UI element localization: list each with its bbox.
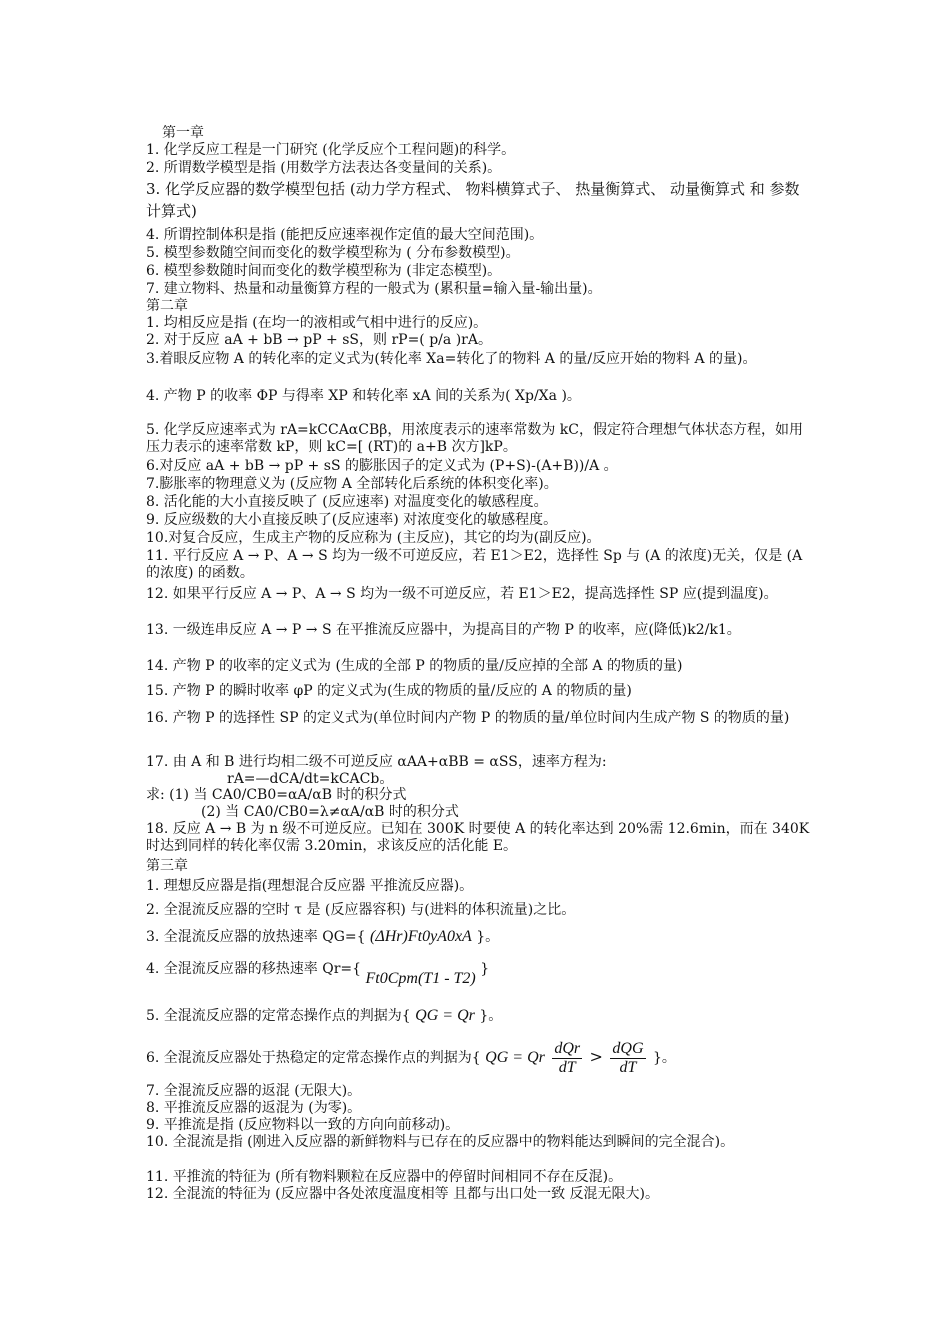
greater-than-sign: > [589, 1047, 603, 1066]
ch2-item-17: 17. 由 A 和 B 进行均相二级不可逆反应 αAA+αBB = αSS，速率方程为: [146, 754, 607, 770]
ch3-item-1: 1. 理想反应器是指(理想混合反应器 平推流反应器)。 [146, 878, 474, 894]
ch3-item-6-text: 6. 全混流反应器处于热稳定的定常态操作点的判据为{ [146, 1050, 481, 1066]
ch1-item-5: 5. 模型参数随空间而变化的数学模型称为 ( 分布参数模型)。 [146, 245, 520, 261]
ch2-item-17-q1: 求: (1) 当 CA0/CB0=αA/αB 时的积分式 [146, 787, 407, 803]
dqr-numerator: dQr [554, 1039, 581, 1057]
ch2-item-14: 14. 产物 P 的收率的定义式为 (生成的全部 P 的物质的量/反应掉的全部 A 的物质的量) [146, 658, 683, 674]
chapter-1-title: 第一章 [162, 125, 204, 141]
ch2-item-9: 9. 反应级数的大小直接反映了(反应速率) 对浓度变化的敏感程度。 [146, 512, 558, 528]
ch2-item-1: 1. 均相反应是指 (在均一的液相或气相中进行的反应)。 [146, 315, 488, 331]
ch2-item-4: 4. 产物 P 的收率 ΦP 与得率 XP 和转化率 xA 间的关系为( Xp/Xa )。 [146, 388, 581, 404]
ch2-item-11: 11. 平行反应 A → P、A → S 均为一级不可逆反应，若 E1＞E2，选择性 Sp 与 (A 的浓度)无关，仅是 (A 的浓度) 的函数。 [146, 548, 803, 581]
chapter-2-title: 第二章 [146, 298, 188, 314]
ch2-item-17-rate: rA=—dCA/dt=kCACb。 [227, 771, 394, 787]
ch3-item-4-text: 4. 全混流反应器的移热速率 Qr={ [146, 961, 362, 977]
ch1-item-4: 4. 所谓控制体积是指 (能把反应速率视作定值的最大空间范围)。 [146, 227, 544, 243]
ch3-item-5-text: 5. 全混流反应器的定常态操作点的判据为{ [146, 1008, 411, 1024]
ch3-item-5 [146, 1008, 816, 1024]
ch1-item-1: 1. 化学反应工程是一门研究 (化学反应个工程问题)的科学。 [146, 142, 516, 158]
ch3-item-12: 12. 全混流的特征为 (反应器中各处浓度温度相等 且都与出口处一致 反混无限大)。 [146, 1186, 659, 1202]
ch3-item-4 [146, 961, 816, 991]
ch2-item-5: 5. 化学反应速率式为 rA=kCCAαCBβ，用浓度表示的速率常数为 kC，假定符合理想气体状态方程，如用压力表示的速率常数 kP，则 kC=[ (RT)的 a+B 次方]kP。 [146, 422, 803, 455]
ch3-item-9: 9. 平推流是指 (反应物料以一致的方向向前移动)。 [146, 1117, 460, 1133]
ch2-item-7: 7.膨胀率的物理意义为 (反应物 A 全部转化后系统的体积变化率)。 [146, 476, 558, 492]
ch2-item-3: 3.着眼反应物 A 的转化率的定义式为(转化率 Xa=转化了的物料 A 的量/反应开始的物料 A 的量)。 [146, 351, 757, 367]
ch2-item-15: 15. 产物 P 的瞬时收率 φP 的定义式为(生成的物质的量/反应的 A 的物质的量) [146, 683, 632, 699]
steady-state-criterion: QG = Qr [415, 1007, 475, 1024]
dt-denominator: dT [558, 1058, 576, 1076]
ch2-item-18: 18. 反应 A → B 为 n 级不可逆反应。已知在 300K 时要使 A 的转化率达到 20%需 12.6min，而在 340K 时达到同样的转化率仅需 3.20min，求该反应的活化能 E。 [146, 821, 810, 854]
ch2-item-13: 13. 一级连串反应 A → P → S 在平推流反应器中，为提高目的产物 P 的收率，应(降低)k2/k1。 [146, 622, 741, 638]
ch3-item-5-close: }。 [479, 1008, 503, 1024]
thermal-stability-eq: QG = Qr [485, 1049, 545, 1066]
ch3-item-7: 7. 全混流反应器的返混 (无限大)。 [146, 1083, 362, 1099]
ch1-item-2: 2. 所谓数学模型是指 (用数学方法表达各变量间的关系)。 [146, 160, 502, 176]
ch3-item-11: 11. 平推流的特征为 (所有物料颗粒在反应器中的停留时间相同不存在反混)。 [146, 1169, 623, 1185]
ch3-item-6 [146, 1034, 816, 1080]
ch2-item-12: 12. 如果平行反应 A → P、A → S 均为一级不可逆反应，若 E1＞E2，提高选择性 SP 应(提到温度)。 [146, 586, 778, 602]
ch2-item-6: 6.对反应 aA + bB → pP + sS 的膨胀因子的定义式为 (P+S)-(A+B))/A 。 [146, 458, 618, 474]
heat-removal-formula: Ft0Cpm(T1 - T2) [365, 970, 476, 987]
ch1-item-3: 3. 化学反应器的数学模型包括 (动力学方程式、 物料横算式子、 热量衡算式、 动量衡算式 和 参数计算式) [146, 180, 800, 220]
ch3-item-2: 2. 全混流反应器的空时 τ 是 (反应器容积) 与(进料的体积流量)之比。 [146, 902, 576, 918]
ch2-item-16: 16. 产物 P 的选择性 SP 的定义式为(单位时间内产物 P 的物质的量/单位时间内生成产物 S 的物质的量) [146, 710, 790, 726]
dqr-dt-fraction [552, 1040, 582, 1077]
dqg-numerator: dQG [612, 1039, 644, 1057]
ch2-item-17-q2: (2) 当 CA0/CB0=λ≠αA/αB 时的积分式 [201, 804, 459, 820]
ch3-item-6-close: }。 [652, 1050, 676, 1066]
ch2-item-10: 10.对复合反应，生成主产物的反应称为 (主反应)，其它的均为(副反应)。 [146, 530, 601, 546]
heat-release-formula: (ΔHr)Ft0yA0xA [370, 928, 472, 945]
ch3-item-4-close: } [480, 961, 490, 977]
dqg-dt-fraction [610, 1040, 645, 1077]
ch3-item-10: 10. 全混流是指 (刚进入反应器的新鲜物料与已存在的反应器中的物料能达到瞬间的完全混合)。 [146, 1134, 735, 1150]
ch3-item-3-close: }。 [476, 929, 500, 945]
dt-denominator-2: dT [619, 1058, 637, 1076]
ch1-item-7: 7. 建立物料、热量和动量衡算方程的一般式为 (累积量=输入量-输出量)。 [146, 281, 602, 297]
ch3-item-3 [146, 929, 816, 945]
ch3-item-8: 8. 平推流反应器的返混为 (为零)。 [146, 1100, 362, 1116]
ch3-item-3-text: 3. 全混流反应器的放热速率 QG={ [146, 929, 366, 945]
ch2-item-8: 8. 活化能的大小直接反映了 (反应速率) 对温度变化的敏感程度。 [146, 494, 548, 510]
ch1-item-6: 6. 模型参数随时间而变化的数学模型称为 (非定态模型)。 [146, 263, 502, 279]
ch2-item-2: 2. 对于反应 aA + bB → pP + sS，则 rP=( p/a )rA。 [146, 332, 492, 348]
chapter-3-title: 第三章 [146, 858, 188, 874]
